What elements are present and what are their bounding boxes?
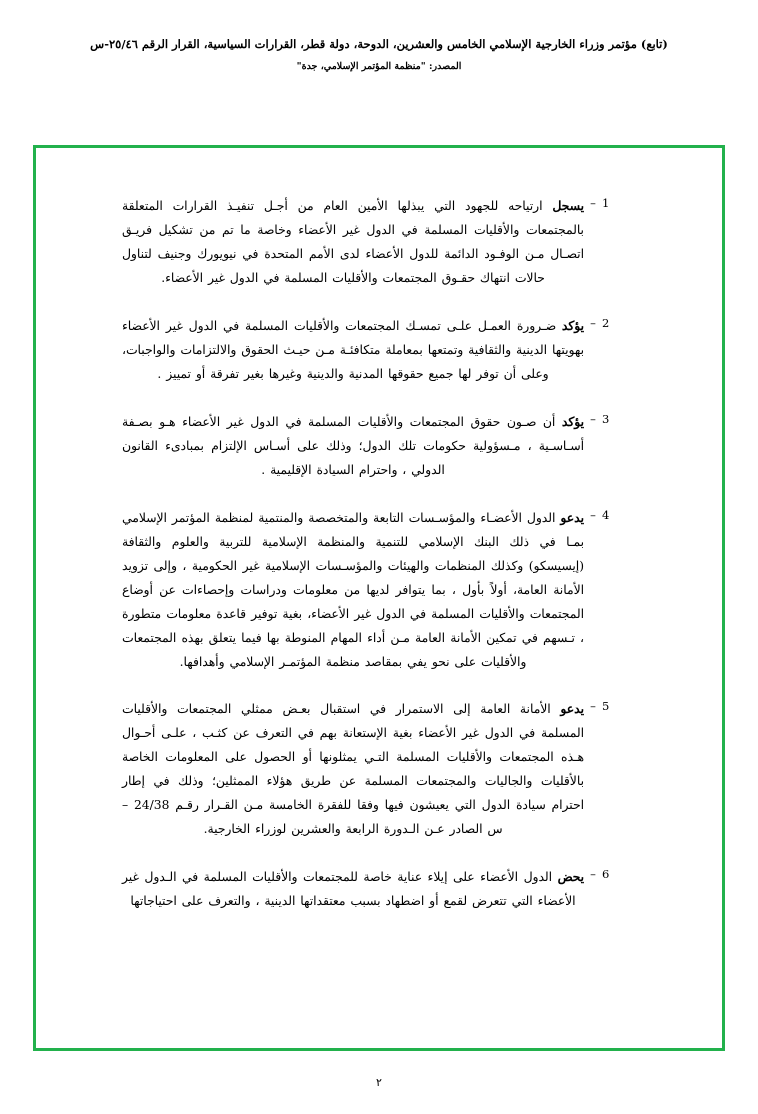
- clause-lead-word: يحض: [557, 869, 584, 885]
- clause-dash: –: [590, 507, 596, 522]
- clause-number-wrap: [584, 194, 626, 291]
- clause-number-wrap: [584, 697, 626, 842]
- clause-text: [122, 697, 584, 842]
- clause-dash: –: [590, 315, 596, 330]
- clause-text: [122, 506, 584, 675]
- clause-body: أن صـون حقوق المجتمعات والأقليات المسلمة في الدول غير الأعضاء هـو بصـفة أسـاسـية ، مـسؤولية حكومات تلك الدول؛ وذلك على أسـاس الإلتزام بمبادىء القانون الدولي ، واحترام السيادة الإقليمية .: [122, 414, 584, 477]
- clause-number: 2: [602, 315, 610, 330]
- clause-body: الدول الأعضـاء والمؤسـسات التابعة والمتخصصة والمنتمية لمنظمة المؤتمر الإسلامي بمـا في ذلك البنك الإسلامي للتنمية والمنظمة الإسلامية للتربية والعلوم والثقافة (إيسيسكو) وكذلك المنظمات والهيئات والمؤسـسات الإسلامية غير الحكومية ، وإلى تزويد الأمانة العامة، أولاً بأول ، بما يتوافر لديها من معلومات ودراسات وإحصاءات عن أوضاع المجتمعات والأقليات المسلمة في الدول غير الأعضاء، بغية توفير قاعدة معلومات متطورة ، تـسهم في تمكين الأمانة العامة مـن أداء المهام المنوطة بها فيما يتعلق بهذه المجتمعات والأقليات على نحو يفي بمقاصد منظمة المؤتمـر الإسلامي وأهدافها.: [122, 510, 584, 669]
- clause-text: [122, 410, 584, 483]
- clause-list: [122, 194, 626, 914]
- clause-number-wrap: [584, 410, 626, 483]
- clause-number: 6: [602, 867, 610, 882]
- clause-body: الدول الأعضاء على إيلاء عناية خاصة للمجتمعات والأقليات المسلمة في الـدول غير الأعضاء التي تتعرض لقمع أو اضطهاد بسبب معتقداتها الدينية ، والتعرف على احتياجاتها: [122, 870, 576, 909]
- clause-body: ضـرورة العمـل علـى تمسـك المجتمعات والأقليات المسلمة في الدول غير الأعضاء بهويتها الدينية والثقافية وتمتعها بمعاملة متكافئـة مـن حيـث الحقوق والالتزامات والواجبات، وعلى أن توفر لها جميع حقوقها المدنية والدينية وغيرها بغير تفرقة أو تمييز .: [122, 318, 584, 381]
- header-title: (تابع) مؤتمر وزراء الخارجية الإسلامي الخامس والعشرين، الدوحة، دولة قطر، القرارات السياسية، القرار الرقم ٢٥/٤٦-س: [90, 37, 668, 51]
- clause-number-wrap: [584, 865, 626, 914]
- clause-number-wrap: [584, 506, 626, 675]
- clause-number-wrap: [584, 314, 626, 387]
- list-item: [122, 506, 626, 675]
- clause-text: [122, 865, 584, 914]
- content-frame-inner: [36, 148, 722, 967]
- clause-number: 3: [602, 411, 610, 426]
- clause-dash: –: [590, 867, 596, 882]
- clause-lead-word: يسجل: [552, 198, 584, 213]
- clause-lead-word: يدعو: [560, 509, 584, 525]
- list-item: [122, 194, 626, 291]
- clause-dash: –: [590, 411, 596, 426]
- clause-body: الأمانة العامة إلى الاستمرار في استقبال بعـض ممثلي المجتمعات والأقليات المسلمة في الدول غير الأعضاء بغية الإستعانة بهم في التعرف عن كثـب ، علـى أحـوال هـذه المجتمعات والأقليات المسلمة التـي يمثلونها أو الحصول على المعلومات الخاصة بالأقليات والجاليات والمجتمعات المسلمة عن طريق هؤلاء الممثلين؛ وذلك في إطار احترام سيادة الدول التي يعيشون فيها وفقا للفقرة الخامسة مـن القـرار رقـم 24/38 – س الصادر عـن الـدورة الرابعة والعشرين لوزراء الخارجية.: [122, 702, 584, 837]
- list-item: [122, 865, 626, 914]
- clause-text: [122, 314, 584, 387]
- header-source: المصدر: "منظمة المؤتمر الإسلامي، جدة": [296, 61, 462, 73]
- list-item: [122, 314, 626, 387]
- list-item: [122, 410, 626, 483]
- clause-number: 1: [602, 196, 610, 210]
- clause-body: ارتياحه للجهود التي يبذلها الأمين العام من أجـل تنفيـذ القرارات المتعلقة بالمجتمعات والأقليات المسلمة في الدول غير الأعضاء وخاصة ما تم من تشكيل فريـق اتصـال مـن الوفـود الدائمة للدول الأعضاء لدى الأمم المتحدة في نيويورك وجنيف لتناول حالات انتهاك حقـوق المجتمعات والأقليات المسلمة في الدول غير الأعضاء.: [122, 199, 584, 285]
- clause-lead-word: يدعو: [560, 701, 584, 717]
- clause-lead-word: يؤكد: [561, 317, 584, 333]
- content-frame: [33, 145, 725, 1051]
- clause-lead-word: يؤكد: [561, 413, 584, 429]
- clause-number: 5: [602, 699, 610, 714]
- clause-dash: –: [590, 699, 596, 714]
- clause-dash: –: [590, 196, 596, 210]
- page-number: ٢: [376, 1076, 382, 1089]
- clause-text: [122, 194, 584, 291]
- list-item: [122, 697, 626, 842]
- page-header: [0, 36, 758, 72]
- clause-number: 4: [602, 507, 610, 522]
- document-page: [0, 36, 758, 1114]
